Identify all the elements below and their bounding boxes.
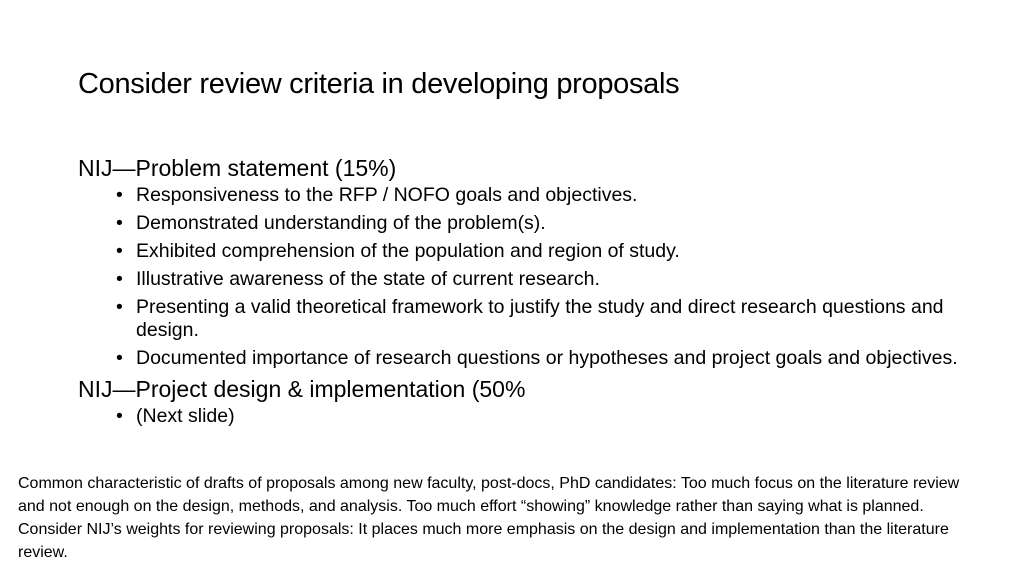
bullet-list-problem-statement [78,184,958,370]
bullet-icon: • [116,240,123,262]
bullet-icon: • [116,347,123,369]
list-item [116,347,958,370]
bullet-icon: • [116,268,123,290]
bullet-icon: • [116,296,123,318]
footnote-text: Common characteristic of drafts of proposals among new faculty, post-docs, PhD candidates: Too much focus on the literature review and not enough on the design, methods, and analysis. Too much effort “showing” knowledge rather than saying what is planned. Consider NIJ’s weights for reviewing proposals: It places much more emphasis on the design and implementation than the literature review. [18,475,960,561]
list-item [116,405,958,428]
list-item [116,296,958,342]
list-item [116,240,958,263]
section-heading-project-design: NIJ—Project design & implementation (50% [78,376,526,402]
bullet-icon: • [116,184,123,206]
list-item [116,268,958,291]
list-item [116,212,958,235]
bullet-icon: • [116,212,123,234]
list-item-text: Documented importance of research questions or hypotheses and project goals and objectives. [136,347,958,369]
list-item-text: (Next slide) [136,405,235,427]
bullet-icon: • [116,405,123,427]
list-item [116,184,958,207]
list-item-text: Demonstrated understanding of the problem(s). [136,212,546,234]
section-heading-problem-statement: NIJ—Problem statement (15%) [78,155,397,181]
bullet-list-project-design [78,405,958,428]
slide-title: Consider review criteria in developing proposals [78,68,680,100]
list-item-text: Exhibited comprehension of the population and region of study. [136,240,680,262]
list-item-text: Presenting a valid theoretical framework to justify the study and direct research questions and design. [136,296,944,341]
list-item-text: Illustrative awareness of the state of current research. [136,268,600,290]
slide-content [78,154,958,433]
list-item-text: Responsiveness to the RFP / NOFO goals and objectives. [136,184,638,206]
